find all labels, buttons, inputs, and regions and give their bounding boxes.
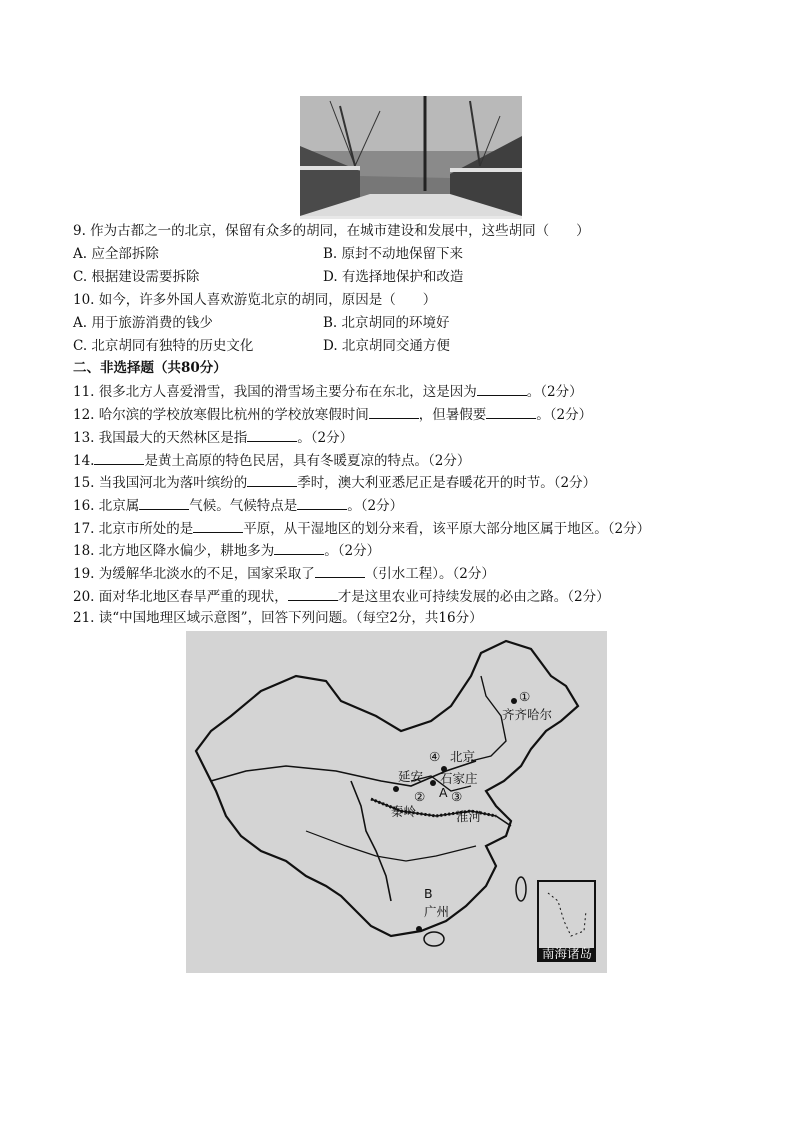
map-label-region-1: ① bbox=[519, 689, 531, 704]
q20 bbox=[73, 586, 610, 607]
q19 bbox=[73, 563, 495, 584]
q10-stem: 10. 如今，许多外国人喜欢游览北京的胡同，原因是（ ） bbox=[73, 292, 437, 308]
q17-text-before: 17. 北京市所处的是 bbox=[73, 521, 194, 537]
map-label-huaihe: 淮河 bbox=[456, 809, 482, 824]
yanan-dot bbox=[393, 786, 399, 792]
q12-answer-blank-2[interactable] bbox=[486, 404, 536, 419]
q10-option-a[interactable]: A. 用于旅游消费的钱少 bbox=[73, 315, 213, 331]
map-label-qinling: 秦岭 bbox=[391, 804, 417, 819]
q13-answer-blank[interactable] bbox=[247, 427, 297, 442]
q18-answer-blank[interactable] bbox=[274, 540, 324, 555]
hutong-photo bbox=[300, 96, 522, 219]
q18-text-before: 18. 北方地区降水偏少，耕地多为 bbox=[73, 543, 275, 559]
q13-text-after: 。（2分） bbox=[297, 430, 354, 446]
q17-answer-blank[interactable] bbox=[193, 518, 243, 533]
shijiazhuang-dot bbox=[430, 780, 436, 786]
q15-answer-blank[interactable] bbox=[247, 472, 297, 487]
q16-answer-blank-2[interactable] bbox=[297, 495, 347, 510]
q14-text-after: 是黄土高原的特色民居，具有冬暖夏凉的特点。（2分） bbox=[144, 453, 471, 469]
guangzhou-dot bbox=[416, 926, 422, 932]
map-label-beijing: 北京 bbox=[450, 749, 476, 764]
northeast-boundary bbox=[471, 676, 506, 761]
q11-text-before: 11. 很多北方人喜爱滑雪，我国的滑雪场主要分布在东北，这是因为 bbox=[73, 384, 477, 400]
q18 bbox=[73, 540, 380, 561]
q16-text-after: 。（2分） bbox=[347, 498, 404, 514]
map-label-yanan: 延安 bbox=[398, 769, 424, 784]
q12 bbox=[73, 404, 592, 425]
q9-stem: 9. 作为古都之一的北京，保留有众多的胡同，在城市建设和发展中，这些胡同（ ） bbox=[73, 223, 590, 239]
q14-answer-blank[interactable] bbox=[94, 450, 144, 465]
q20-answer-blank[interactable] bbox=[288, 586, 338, 601]
map-label-region-3: ③ bbox=[451, 789, 463, 804]
q11-answer-blank[interactable] bbox=[477, 381, 527, 396]
q16-text-before: 16. 北京属 bbox=[73, 498, 140, 514]
q10-option-d[interactable]: D. 北京胡同交通方便 bbox=[323, 338, 450, 354]
q19-answer-blank[interactable] bbox=[315, 563, 365, 578]
map-label-b: B bbox=[424, 886, 433, 901]
q9-option-c[interactable]: C. 根据建设需要拆除 bbox=[73, 269, 200, 285]
map-label-a: A bbox=[439, 785, 448, 800]
q12-text-before: 12. 哈尔滨的学校放寒假比杭州的学校放寒假时间 bbox=[73, 407, 369, 423]
q18-text-after: 。（2分） bbox=[324, 543, 381, 559]
map-label-shijiazhuang: 石家庄 bbox=[440, 771, 478, 786]
map-label-nanhai: 南海诸岛 bbox=[542, 946, 593, 961]
q15-text-after: 季时，澳大利亚悉尼正是春暖花开的时节。（2分） bbox=[297, 475, 597, 491]
q12-text-mid: ，但暑假要 bbox=[418, 407, 487, 423]
map-label-region-2: ② bbox=[414, 789, 426, 804]
q11-text-after: 。（2分） bbox=[526, 384, 583, 400]
yangtze-river bbox=[306, 831, 476, 861]
q11 bbox=[73, 381, 583, 402]
china-region-map bbox=[186, 631, 607, 973]
q9-option-b[interactable]: B. 原封不动地保留下来 bbox=[323, 246, 464, 262]
q12-answer-blank-1[interactable] bbox=[369, 404, 419, 419]
q19-text-after: （引水工程）。（2分） bbox=[364, 566, 495, 582]
map-label-guangzhou: 广州 bbox=[424, 904, 450, 919]
hutong-snow-photo-icon bbox=[300, 96, 522, 216]
q15-text-before: 15. 当我国河北为落叶缤纷的 bbox=[73, 475, 248, 491]
q19-text-before: 19. 为缓解华北淡水的不足，国家采取了 bbox=[73, 566, 315, 582]
q17-text-after: 平原，从干湿地区的划分来看，该平原大部分地区属于地区。（2分） bbox=[243, 521, 651, 537]
q17 bbox=[73, 518, 650, 539]
section2-title: 二、非选择题（共80分） bbox=[73, 360, 227, 376]
qiqihar-dot bbox=[511, 698, 517, 704]
taiwan-island bbox=[516, 877, 526, 901]
q21-stem: 21. 读“中国地理区域示意图”，回答下列问题。（每空2分，共16分） bbox=[73, 610, 483, 626]
q10-option-b[interactable]: B. 北京胡同的环境好 bbox=[323, 315, 450, 331]
q14-text-before: 14. bbox=[73, 453, 95, 469]
hainan-island bbox=[424, 932, 444, 946]
map-label-region-4: ④ bbox=[429, 749, 441, 764]
q12-text-after: 。（2分） bbox=[536, 407, 593, 423]
q16-answer-blank-1[interactable] bbox=[139, 495, 189, 510]
q16 bbox=[73, 495, 403, 516]
q15 bbox=[73, 472, 596, 493]
nanhai-dashed-line bbox=[548, 893, 586, 936]
q14 bbox=[73, 450, 470, 471]
map-label-qiqihar: 齐齐哈尔 bbox=[502, 707, 553, 722]
china-outline bbox=[196, 641, 578, 936]
q13-text-before: 13. 我国最大的天然林区是指 bbox=[73, 430, 248, 446]
q9-option-a[interactable]: A. 应全部拆除 bbox=[73, 246, 159, 262]
q9-option-d[interactable]: D. 有选择地保护和改造 bbox=[323, 269, 464, 285]
q20-text-before: 20. 面对华北地区春旱严重的现状， bbox=[73, 589, 288, 605]
q16-text-mid: 气候。气候特点是 bbox=[189, 498, 298, 514]
q20-text-after: 才是这里农业可持续发展的必由之路。（2分） bbox=[337, 589, 610, 605]
q10-option-c[interactable]: C. 北京胡同有独特的历史文化 bbox=[73, 338, 254, 354]
region-boundary-north bbox=[211, 761, 476, 786]
q13 bbox=[73, 427, 353, 448]
